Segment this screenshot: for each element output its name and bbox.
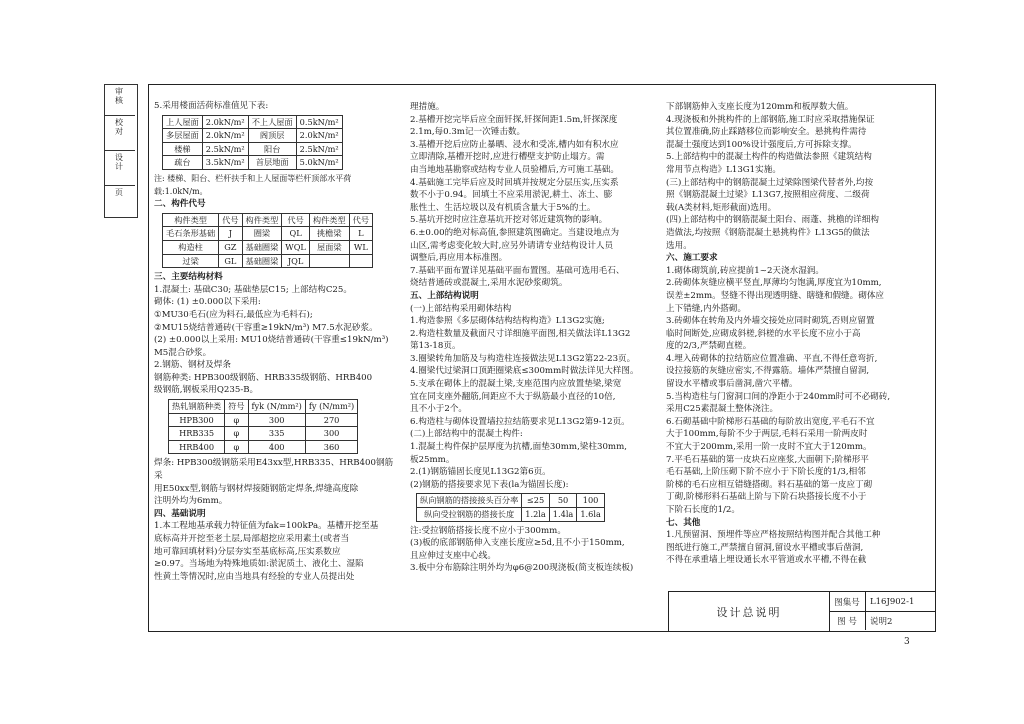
table-row: [163, 240, 373, 254]
table-cell: φ: [225, 427, 248, 441]
materials-text: 砌体: (1) ±0.000以下采用:: [154, 297, 261, 308]
note-text: 3.板中分布筋除注明外均为φ6@200现浇板(简支板连续板): [410, 563, 634, 574]
table-row: [163, 115, 343, 129]
lap-length-table: [416, 493, 605, 521]
table-row: [417, 508, 605, 522]
note-text: 下部钢筋伸入支座长度为120mm和板厚数大值。: [666, 102, 854, 112]
table-row: [169, 440, 358, 454]
welding-text: 焊条: HPB300级钢筋采用E43xx型,HRB335、HRB400钢筋采 用E50xx型,钢筋与钢材焊接随钢筋定焊条,焊缝高度除 注明外均为6mm。: [154, 458, 394, 507]
note-text: 5.基坑开挖时应注意基坑开挖对邻近建筑物的影响。: [410, 215, 608, 226]
table-cell: [309, 254, 349, 268]
other-title: 七、其他: [666, 517, 701, 528]
load-note: 注: 楼梯、阳台、栏杆扶手和上人屋面等栏杆顶部水平荷载:1.0kN/m。: [154, 173, 352, 196]
table-cell: ≤25: [522, 494, 550, 508]
table-cell: 挑檐梁: [309, 227, 349, 241]
note-text: 2.(1)钢筋锚固长度见L13G2第6页。: [410, 467, 551, 478]
note-text: 4.基础施工完毕后应及时回填并按规定分层压实,压实系 数不小于0.94。回填土不应采用淤泥,耕土、冻土、膨 胀性土、生活垃圾以及有机质含量大于5%的土。: [410, 177, 619, 213]
table-cell: 构件类型: [242, 213, 282, 227]
table-cell: 2.5kN/m²: [296, 142, 342, 156]
table-cell: HRB400: [169, 440, 225, 454]
note-text: 7.基础平面布置详见基础平面布置图。基础可选用毛石、 烧结普通砖或混凝土,采用水泥砂浆砌筑。: [410, 265, 625, 289]
table-cell: 疏台: [163, 156, 203, 170]
table-cell: 1.4la: [549, 508, 577, 522]
table-row: [169, 413, 358, 427]
construction-title: 六、施工要求: [666, 253, 718, 264]
table-row: [163, 254, 373, 268]
table-row: [163, 142, 343, 156]
sheet-number-row: [829, 611, 935, 630]
table-cell: GL: [219, 254, 242, 268]
notes-column-1: [154, 100, 398, 583]
table-cell: 100: [577, 494, 605, 508]
materials-text: 2.钢筋、钢材及焊条: [154, 360, 231, 371]
table-cell: WL: [349, 240, 372, 254]
note-text: 1.凡预留洞、预埋件等应严格按照结构图并配合其他工种 图纸进行施工,严禁擅自留洞,留设水平槽或事后凿洞, 不得在承重墙上埋设通长水平管道或水平槽,不得在截: [666, 530, 881, 566]
note-text: 2.基槽开挖完毕后应全面钎探,钎探间距1.5m,钎探深度 2.1m,每0.3m记一次锤击数。: [410, 114, 618, 138]
table-cell: [349, 254, 372, 268]
sheet-label: 图 号: [829, 611, 866, 630]
materials-text: (2) ±0.000以上采用: MU10烧结普通砖(干容重≤19kN/m³) M5混合砂浆。: [154, 335, 389, 358]
note-text: 5.当构造柱与门窗洞口间的净距小于240mm时可不必砌砖, 采用C25素混凝土整体浇注。: [666, 391, 891, 415]
note-text: 3.圈梁转角加筋及与构造柱连接做法见L13G2第22-23页。: [410, 353, 636, 364]
superstructure-title: 五、上部结构说明: [410, 290, 479, 301]
materials-text: ①MU30毛石(应为料石,最低应为毛料石);: [154, 309, 313, 320]
note-text: (2)钢筋的搭接要求见下表(la为锚固长度):: [410, 479, 569, 490]
table-row: [163, 213, 373, 227]
note-text: 1.混凝土构件保护层厚度为抗槽,面垫30mm,梁柱30mm, 板25mm。: [410, 442, 627, 465]
table-cell: 0.5kN/m²: [296, 115, 342, 129]
live-load-table: [162, 115, 343, 170]
note-text: 3.基槽开挖后应防止暴晒、浸水和受冻,槽内如有积水应 立即清除,基槽开挖时,应进行槽壁支护防止塌方。需 由当地地基勘察或结构专业人员验槽后,方可施工基础。: [410, 139, 619, 175]
table-row: [163, 227, 373, 241]
subsection-title: (二)上部结构中的混凝土构件:: [410, 429, 523, 440]
table-cell: 代号: [219, 213, 242, 227]
table-cell: 纵向受拉钢筋的搭接长度: [417, 508, 522, 522]
page-number: 3: [904, 637, 910, 647]
atlas-label: 图集号: [829, 592, 866, 611]
foundation-text: 1.本工程地基承载力特征值为fak=100kPa。基槽开挖至基 底标高并开挖至老土层,局部超挖应采用素土(或者当 地可靠回填材料)分层夯实至基底标高,压实系数应 ≥0.97。当场地为特殊地质如:淤泥质土、液化土、湿陷 性黄土等情况时,应由当地具有经验的专业人员提出处: [154, 521, 379, 582]
table-cell: 符号: [225, 400, 248, 414]
materials-text: ②MU15烧结普通砖(干容重≥19kN/m³) M7.5水泥砂浆。: [154, 322, 378, 333]
table-cell: HRB335: [169, 427, 225, 441]
note-text: 3.砖砌体在转角及内外墙交接处应同时砌筑,否则应留置 临时间断处,应砌成斜槎,斜槎的水平长度不应小于高 度的2/3,严禁砌直槎。: [666, 316, 875, 352]
note-text: 1.砌体砌筑前,砖应提前1~2天浇水湿润。: [666, 265, 824, 276]
note-text: 理措施。: [410, 102, 445, 112]
table-cell: QL: [282, 227, 310, 241]
table-cell: J: [219, 227, 242, 241]
table-cell: JQL: [282, 254, 310, 268]
table-cell: 首层地面: [248, 156, 296, 170]
title-block: [668, 591, 935, 631]
table-cell: 代号: [349, 213, 372, 227]
table-cell: 2.5kN/m²: [202, 142, 248, 156]
table-cell: 360: [305, 440, 357, 454]
note-text: (3)板的底部钢筋伸入支座长度应≥5d,且不小于150mm, 且应伸过支座中心线。: [410, 538, 625, 561]
table-cell: 5.0kN/m²: [296, 156, 342, 170]
table-cell: 屋面梁: [309, 240, 349, 254]
table-cell: 构件类型: [309, 213, 349, 227]
materials-text: 钢筋种类: HPB300级钢筋、HRB335级钢筋、HRB400 级钢筋,钢板采用Q235-B。: [154, 372, 373, 396]
drawing-title: 设计总说明: [669, 592, 830, 631]
note-text: 7.平毛石基础的第一皮块石应座浆,大面朝下;阶梯形平 毛石基础,上阶压砌下阶不应小于下阶长度的1/3,相邻 阶梯的毛石应相互错缝搭砌。料石基础的第一皮应丁砌 丁砌,阶梯形料石基础上阶与下阶石块搭接长度不小于 下阶石长度的1/2。: [666, 454, 873, 515]
note-text: 注:受拉钢筋搭接长度不应小于300mm。: [410, 525, 566, 536]
table-cell: 纵向钢筋的搭接接头百分率: [417, 494, 522, 508]
notes-column-3: [666, 101, 928, 567]
table-cell: 300: [305, 427, 357, 441]
table-cell: 毛石条形基础: [163, 227, 219, 241]
table-cell: 热轧钢筋种类: [169, 400, 225, 414]
table-cell: 上人屋面: [163, 115, 203, 129]
table-cell: 270: [305, 413, 357, 427]
table-cell: 阁顶层: [248, 129, 296, 143]
table-cell: 构造柱: [163, 240, 219, 254]
table-row: [169, 427, 358, 441]
table-cell: HPB300: [169, 413, 225, 427]
table-cell: GZ: [219, 240, 242, 254]
table-cell: 不上人屋面: [248, 115, 296, 129]
materials-title: 三、主要结构材料: [154, 272, 223, 283]
table-row: [169, 400, 358, 414]
binding-cell: 校对: [105, 116, 135, 151]
table-cell: fy (N/mm²): [305, 400, 357, 414]
table-cell: φ: [225, 413, 248, 427]
table-row: [163, 129, 343, 143]
table-cell: 过梁: [163, 254, 219, 268]
table-row: [417, 494, 605, 508]
section-5-title: 5.采用楼面活荷标准值见下表:: [154, 101, 269, 111]
note-text: 5.上部结构中的混凝土构件的构造做法参照《建筑结构 常用节点构造》L13G1实施。: [666, 152, 872, 175]
component-code-title: 二、构件代号: [154, 199, 206, 210]
note-text: (三)上部结构中的钢筋混凝土过梁除图梁代替者外,均按 照《钢筋混凝土过梁》L13G7,按照相应荷度、二级荷 载(A类材料,矩形截面)选用。: [666, 177, 874, 213]
table-cell: 2.0kN/m²: [202, 129, 248, 143]
note-text: 6.石砌基础中阶梯形石基础的每阶放出宽度,平毛石不宜 大于100mm,每阶不少于两层,毛料石采用一阶两皮时 不宜大于200mm,采用一阶一皮时不宜大于120mm。: [666, 416, 875, 453]
sheet-number: 说明2: [870, 616, 893, 627]
table-cell: 1.6la: [577, 508, 605, 522]
atlas-number-row: [829, 592, 935, 612]
note-text: 2.构造柱数量及截面尺寸详细施平面图,相关做法详L13G2 第13-18页。: [410, 328, 631, 352]
table-cell: 基础圈梁: [242, 240, 282, 254]
table-row: [163, 156, 343, 170]
table-cell: φ: [225, 440, 248, 454]
table-cell: 楼梯: [163, 142, 203, 156]
table-cell: 2.0kN/m²: [202, 115, 248, 129]
table-cell: 阳台: [248, 142, 296, 156]
table-cell: 代号: [282, 213, 310, 227]
note-text: (四)上部结构中的钢筋混凝土阳台、雨蓬、挑檐的详细构 造做法,均按照《钢筋混凝土悬挑构件》L13G5的做法 选用。: [666, 215, 879, 251]
note-text: 4.埋入砖砌体的拉结筋应位置准确、平直,不得任意弯折, 设拉接筋的灰缝应密实,不得露筋。墙体严禁擅自留洞, 留设水平槽或事后凿洞,凿穴平槽。: [666, 353, 878, 390]
table-cell: 50: [549, 494, 577, 508]
note-text: 4.圈梁代过梁洞口顶距圈梁底≤300mm时做法详见大样图。: [410, 366, 639, 377]
note-text: 1.构造参照《多层砌体结构结构构造》L13G2实施;: [410, 316, 605, 327]
note-text: 4.现浇板和外挑构件的上部钢筋,施工时应采取措施保证 其位置准确,防止踩踏移位而影响安全。悬挑构件需待 混凝土强度达到100%设计强度后,方可拆除支撑。: [666, 114, 875, 150]
table-cell: L: [349, 227, 372, 241]
component-code-table: [162, 213, 373, 268]
table-cell: 2.0kN/m²: [296, 129, 342, 143]
table-cell: 400: [248, 440, 305, 454]
binding-margin-signatures: [104, 84, 138, 218]
table-cell: 1.2la: [522, 508, 550, 522]
table-cell: WQL: [282, 240, 310, 254]
note-text: 2.砖砌体灰缝应横平竖直,厚薄均匀饱满,厚度宜为10mm, 误差±2mm。竖缝不得出现透明缝、瞎缝和假缝。砌体应 上下错缝,内外搭砌。: [666, 278, 885, 314]
atlas-number: L16J902-1: [870, 596, 915, 607]
table-cell: 3.5kN/m²: [202, 156, 248, 170]
table-cell: fyk (N/mm²): [248, 400, 305, 414]
subsection-title: (一)上部结构采用砌体结构: [410, 303, 512, 314]
table-cell: 圈梁: [242, 227, 282, 241]
table-cell: 构件类型: [163, 213, 219, 227]
notes-column-2: [410, 101, 654, 575]
table-cell: 300: [248, 413, 305, 427]
binding-cell: 页: [115, 188, 123, 197]
binding-cell: 审核: [105, 85, 135, 116]
table-cell: 基础圈梁: [242, 254, 282, 268]
materials-text: 1.混凝土: 基础C30; 基础垫层C15; 上部结构C25。: [154, 284, 352, 295]
table-cell: 多层屋面: [163, 129, 203, 143]
table-cell: 335: [248, 427, 305, 441]
note-text: 6.±0.00的绝对标高值,参照建筑图确定。当建设地点为 山区,需考虑变化较大时,应另外请请专业结构设计人员 调整后,再应用本标准图。: [410, 227, 620, 264]
note-text: 5.支承在砌体上的混凝土梁,支座范围内应放置垫梁,梁宽 宜在同支座外翻筋,间距应不大于纵筋最小直径的10倍, 且不小于2个。: [410, 379, 622, 415]
note-text: 6.构造柱与砌体设置墙拉拉结筋要求见L13G2第9-12页。: [410, 416, 630, 427]
binding-cell: 设计: [105, 151, 135, 186]
steel-strength-table: [168, 399, 358, 454]
foundation-title: 四、基础说明: [154, 508, 206, 519]
